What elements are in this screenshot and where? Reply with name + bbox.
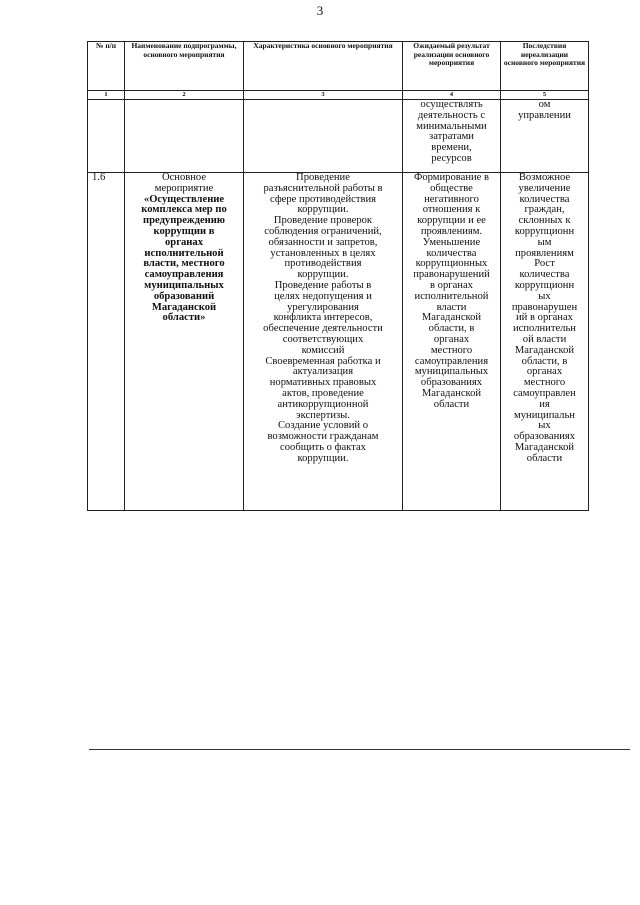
text-line: Создание условий о (277, 420, 368, 432)
text-line: конфликта интересов, (273, 312, 373, 324)
expected-result-cell (403, 173, 501, 511)
text-line: обеспечение деятельности (263, 323, 383, 335)
page-number: 3 (316, 3, 324, 18)
text-line: исполнительн (513, 323, 576, 335)
text-line: комиссий (301, 344, 345, 356)
text-line: количества (519, 269, 570, 281)
text-line: проявлениям. (420, 225, 483, 237)
column-number: 2 (125, 91, 244, 100)
text-line: коррупции и ее (417, 215, 486, 227)
program-table (87, 41, 589, 511)
text-line: образований (153, 290, 215, 302)
text-line: Возможное (518, 172, 571, 183)
text-line: Магаданской (421, 312, 482, 324)
text-line: власти (436, 301, 467, 313)
text-line: Своевременная работка и (265, 355, 381, 367)
text-line: самоуправлен (513, 387, 576, 399)
text-line: области (433, 398, 470, 410)
text-line: коррупции в (153, 225, 215, 237)
text-line: Уменьшение (422, 236, 481, 248)
text-line: «Осуществление (143, 193, 225, 205)
text-line: коррупции. (297, 204, 349, 216)
measure-name-bold (127, 195, 241, 325)
text-line: отношения к (422, 204, 481, 216)
text-line: целях недопущения и (274, 290, 372, 302)
text-line: ых (538, 420, 551, 432)
measure-name-cell (125, 173, 244, 511)
text-line: негативного (424, 193, 479, 205)
text-line: Магаданской (514, 441, 575, 453)
text-line: ом (538, 99, 551, 110)
text-line: ий в органах (516, 312, 573, 324)
text-line: коррупционн (514, 279, 575, 291)
text-line: области» (162, 312, 206, 324)
header-characteristic: Характеристика основного мероприятия (244, 42, 403, 91)
text-line: затратами (429, 131, 474, 143)
text-line: управлении (518, 109, 571, 121)
text-line: Магаданской (514, 344, 575, 356)
text-line: актуализация (292, 366, 354, 378)
text-line: склонных к (518, 215, 571, 227)
continuation-characteristic-cell (244, 100, 403, 173)
text-line: образованиях (513, 431, 576, 443)
text-line: минимальными (416, 120, 487, 132)
continuation-row (88, 100, 589, 173)
text-line: Магаданской (151, 301, 217, 313)
text-line: обязанности и запретов, (268, 236, 378, 248)
text-line: коррупции. (297, 452, 349, 464)
text-line: органах (526, 366, 563, 378)
text-line: осуществлять (420, 99, 483, 110)
text-line: исполнительной (414, 290, 489, 302)
text-line: антикоррупционной (277, 398, 369, 410)
text-line: Проведение работы в (274, 279, 372, 291)
text-line: области, в (428, 323, 475, 335)
text-line: муниципальн (514, 409, 575, 421)
characteristic-cell (244, 173, 403, 511)
text-line: ой власти (522, 333, 567, 345)
text-line: соблюдения ограничений, (264, 225, 382, 237)
text-line: исполнительной (144, 247, 224, 259)
text-line: количества (519, 193, 570, 205)
text-line: правонарушений (413, 269, 490, 281)
text-line: Проведение проверок (273, 215, 373, 227)
text-line: образованиях (420, 377, 483, 389)
header-row (88, 42, 589, 91)
text-line: Формирование в (413, 172, 490, 183)
text-line: муниципальных (144, 279, 224, 291)
continuation-result-cell (403, 100, 501, 173)
text-line: комплекса мер по (141, 204, 227, 216)
column-number-row (88, 91, 589, 100)
column-number: 5 (501, 91, 589, 100)
table-row (88, 173, 589, 511)
text-line: местного (430, 344, 473, 356)
text-line: возможности гражданам (267, 431, 379, 443)
text-line: обществе (430, 182, 473, 194)
text-line: сфере противодействия (269, 193, 377, 205)
text-line: установленных в целях (270, 247, 376, 259)
text-line: соответствующих (282, 333, 364, 345)
text-line: ых (538, 290, 551, 302)
row-number: 1.6 (88, 173, 125, 511)
footer-divider (89, 749, 630, 750)
header-name: Наименование подпрограммы, основного мероприятия (125, 42, 244, 91)
continuation-number-cell (88, 100, 125, 173)
text-line: мероприятие (154, 182, 214, 194)
consequences-cell (501, 173, 589, 511)
text-line: времени, (431, 142, 472, 154)
text-line: увеличение (518, 182, 571, 194)
text-line: разъяснительной работы в (263, 182, 383, 194)
text-line: местного (523, 377, 566, 389)
text-line: органах (165, 236, 203, 248)
text-line: противодействия (284, 258, 362, 270)
text-line: коррупционн (514, 225, 575, 237)
text-line: коррупции. (297, 269, 349, 281)
text-line: органах (433, 333, 470, 345)
text-line: экспертизы. (296, 409, 350, 421)
text-line: граждан, (524, 204, 565, 216)
continuation-name-cell (125, 100, 244, 173)
text-line: проявлениям (515, 247, 574, 259)
text-line: актов, проведение (282, 387, 364, 399)
text-line: нормативных правовых (269, 377, 377, 389)
header-expected-result: Ожидаемый результат реализации основного мероприятия (403, 42, 501, 91)
text-line: правонарушен (511, 301, 578, 313)
header-number: № п/п (88, 42, 125, 91)
text-line: Магаданской (421, 387, 482, 399)
text-line: самоуправления (414, 355, 489, 367)
text-line: ым (537, 236, 552, 248)
text-line: количества (426, 247, 477, 259)
text-line: ия (539, 398, 550, 410)
text-line: сообщить о фактах (280, 441, 366, 453)
column-number: 4 (403, 91, 501, 100)
text-line: коррупционных (415, 258, 488, 270)
column-number: 3 (244, 91, 403, 100)
text-line: Основное (161, 172, 207, 183)
text-line: Проведение (296, 172, 350, 183)
text-line: Рост (534, 258, 555, 270)
column-number: 1 (88, 91, 125, 100)
measure-name-plain (127, 173, 241, 195)
text-line: в органах (430, 279, 473, 291)
text-line: ресурсов (431, 152, 472, 164)
text-line: власти, местного (143, 258, 225, 270)
text-line: урегулирования (287, 301, 359, 313)
text-line: самоуправления (144, 269, 224, 281)
text-line: деятельность с (417, 109, 486, 121)
continuation-consequences-cell (501, 100, 589, 173)
text-line: предупреждению (143, 215, 225, 227)
header-consequences: Последствия нереализации основного мероприятия (501, 42, 589, 91)
text-line: области (526, 452, 563, 464)
text-line: области, в (521, 355, 568, 367)
text-line: муниципальных (414, 366, 489, 378)
